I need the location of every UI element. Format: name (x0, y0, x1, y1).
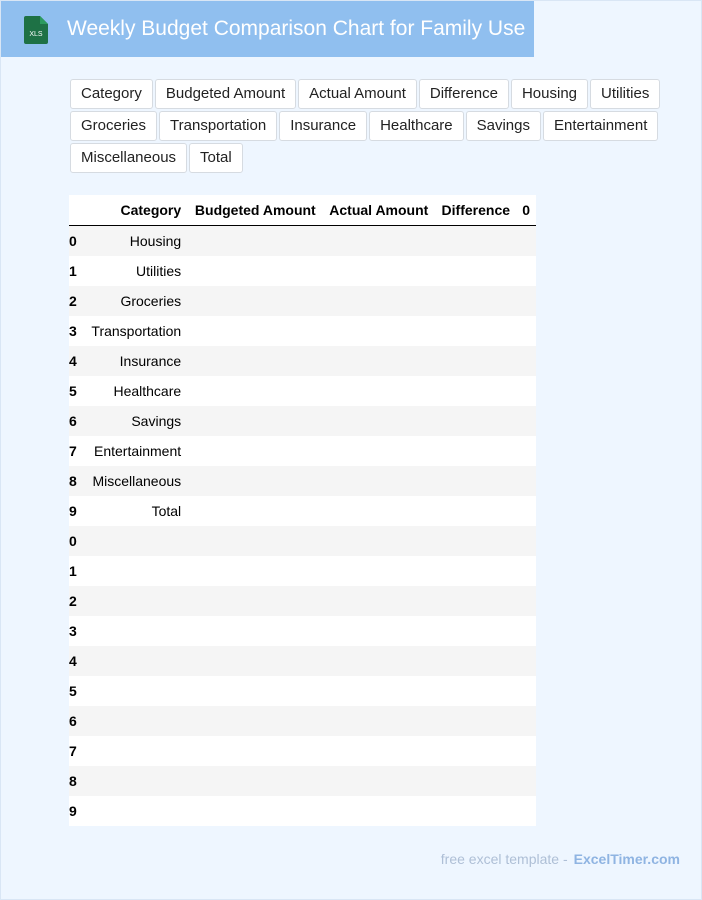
difference-cell (434, 736, 516, 766)
table-row (69, 706, 536, 736)
zero-cell (516, 766, 536, 796)
difference-cell (434, 496, 516, 526)
row-index-cell: 1 (69, 563, 77, 579)
budgeted-amount-cell (187, 616, 322, 646)
actual-amount-cell (322, 766, 435, 796)
budgeted-amount-cell (187, 796, 322, 826)
budgeted-amount-cell (187, 706, 322, 736)
row-index-cell: 1 (69, 263, 77, 279)
zero-cell (516, 646, 536, 676)
column-chip[interactable]: Entertainment (543, 111, 658, 141)
footer-text: free excel template - (440, 851, 568, 867)
budgeted-amount-cell (187, 256, 322, 286)
actual-amount-column-header: Actual Amount (322, 195, 435, 226)
actual-amount-cell (322, 406, 435, 436)
category-cell: Total (151, 503, 182, 519)
xls-icon-label: XLS (29, 31, 43, 38)
zero-cell (516, 676, 536, 706)
table-row (69, 466, 536, 496)
column-chip[interactable]: Insurance (279, 111, 367, 141)
budgeted-amount-cell (187, 736, 322, 766)
row-index-cell: 0 (69, 233, 77, 249)
budgeted-amount-cell (187, 646, 322, 676)
row-index-cell: 3 (69, 323, 77, 339)
row-index-cell: 6 (69, 413, 77, 429)
budgeted-amount-cell (187, 556, 322, 586)
budgeted-amount-cell (187, 226, 322, 257)
zero-column-header: 0 (516, 195, 536, 226)
table-row (69, 376, 536, 406)
row-index-cell: 9 (69, 503, 77, 519)
row-index-cell: 7 (69, 443, 77, 459)
table-row (69, 616, 536, 646)
budgeted-amount-cell (187, 766, 322, 796)
difference-cell (434, 676, 516, 706)
column-chip[interactable]: Category (70, 79, 153, 109)
budgeted-amount-cell (187, 376, 322, 406)
difference-cell (434, 376, 516, 406)
actual-amount-cell (322, 676, 435, 706)
actual-amount-cell (322, 346, 435, 376)
row-index-cell: 8 (69, 773, 77, 789)
category-cell: Insurance (119, 353, 182, 369)
column-chip[interactable]: Groceries (70, 111, 157, 141)
table-row (69, 586, 536, 616)
difference-cell (434, 646, 516, 676)
zero-cell (516, 436, 536, 466)
budgeted-amount-cell (187, 406, 322, 436)
difference-cell (434, 466, 516, 496)
difference-cell (434, 556, 516, 586)
zero-cell (516, 706, 536, 736)
zero-cell (516, 256, 536, 286)
actual-amount-cell (322, 466, 435, 496)
table-row (69, 766, 536, 796)
column-chip[interactable]: Budgeted Amount (155, 79, 296, 109)
actual-amount-cell (322, 226, 435, 257)
category-cell (79, 526, 187, 556)
zero-cell (516, 376, 536, 406)
column-chip[interactable]: Actual Amount (298, 79, 417, 109)
row-index-cell: 4 (69, 353, 77, 369)
page-title: Weekly Budget Comparison Chart for Family Use (67, 17, 526, 40)
actual-amount-cell (322, 496, 435, 526)
xls-file-icon (23, 15, 49, 45)
column-chip[interactable]: Savings (466, 111, 541, 141)
budgeted-amount-cell (187, 316, 322, 346)
difference-column-header: Difference (434, 195, 516, 226)
row-index-cell: 2 (69, 593, 77, 609)
table-row (69, 526, 536, 556)
row-index-cell: 2 (69, 293, 77, 309)
difference-cell (434, 766, 516, 796)
actual-amount-cell (322, 316, 435, 346)
column-chip[interactable]: Housing (511, 79, 588, 109)
category-cell: Healthcare (113, 383, 182, 399)
budgeted-amount-cell (187, 466, 322, 496)
zero-cell (516, 736, 536, 766)
category-cell: Miscellaneous (92, 473, 182, 489)
row-index-cell: 4 (69, 653, 77, 669)
difference-cell (434, 436, 516, 466)
category-cell (79, 736, 187, 766)
difference-cell (434, 226, 516, 257)
actual-amount-cell (322, 646, 435, 676)
budgeted-amount-cell (187, 526, 322, 556)
budgeted-amount-cell (187, 586, 322, 616)
zero-cell (516, 616, 536, 646)
budgeted-amount-cell (187, 286, 322, 316)
actual-amount-cell (322, 586, 435, 616)
actual-amount-cell (322, 616, 435, 646)
category-cell: Transportation (91, 323, 182, 339)
data-table (69, 195, 536, 826)
category-cell (79, 796, 187, 826)
difference-cell (434, 316, 516, 346)
actual-amount-cell (322, 736, 435, 766)
category-cell (79, 676, 187, 706)
category-cell: Savings (131, 413, 182, 429)
zero-cell (516, 316, 536, 346)
table-row (69, 406, 536, 436)
actual-amount-cell (322, 706, 435, 736)
table-row (69, 676, 536, 706)
difference-cell (434, 346, 516, 376)
zero-cell (516, 226, 536, 257)
zero-cell (516, 466, 536, 496)
category-cell (79, 706, 187, 736)
budgeted-amount-cell (187, 496, 322, 526)
table-row (69, 316, 536, 346)
row-index-cell: 5 (69, 683, 77, 699)
budgeted-amount-cell (187, 436, 322, 466)
footer-credit (441, 851, 680, 867)
index-column-header (69, 195, 79, 226)
zero-cell (516, 496, 536, 526)
budgeted-amount-column-header: Budgeted Amount (187, 195, 322, 226)
actual-amount-cell (322, 376, 435, 406)
row-index-cell: 3 (69, 623, 77, 639)
table-row (69, 496, 536, 526)
category-cell (79, 646, 187, 676)
difference-cell (434, 406, 516, 436)
zero-cell (516, 406, 536, 436)
data-table-container (69, 195, 536, 826)
column-chip[interactable]: Total (189, 143, 243, 173)
column-chip[interactable]: Miscellaneous (70, 143, 187, 173)
table-row (69, 286, 536, 316)
table-body (69, 226, 536, 827)
difference-cell (434, 616, 516, 646)
difference-cell (434, 286, 516, 316)
category-cell (79, 556, 187, 586)
column-chip[interactable]: Difference (419, 79, 509, 109)
row-index-cell: 7 (69, 743, 77, 759)
zero-cell (516, 526, 536, 556)
row-index-cell: 9 (69, 803, 77, 819)
category-cell: Groceries (120, 293, 182, 309)
budgeted-amount-cell (187, 346, 322, 376)
header-banner (1, 1, 534, 57)
table-row (69, 646, 536, 676)
actual-amount-cell (322, 256, 435, 286)
difference-cell (434, 526, 516, 556)
column-chip[interactable]: Healthcare (369, 111, 464, 141)
row-index-cell: 0 (69, 533, 77, 549)
actual-amount-cell (322, 436, 435, 466)
zero-cell (516, 286, 536, 316)
table-row (69, 436, 536, 466)
zero-cell (516, 346, 536, 376)
row-index-cell: 5 (69, 383, 77, 399)
difference-cell (434, 586, 516, 616)
row-index-cell: 6 (69, 713, 77, 729)
table-row (69, 556, 536, 586)
category-cell (79, 766, 187, 796)
zero-cell (516, 586, 536, 616)
category-cell (79, 616, 187, 646)
row-index-cell: 8 (69, 473, 77, 489)
table-row (69, 256, 536, 286)
category-cell: Entertainment (93, 443, 182, 459)
actual-amount-cell (322, 796, 435, 826)
table-header-row (69, 195, 536, 226)
category-column-header: Category (79, 195, 187, 226)
table-row (69, 226, 536, 257)
difference-cell (434, 796, 516, 826)
category-cell (79, 586, 187, 616)
actual-amount-cell (322, 526, 435, 556)
footer-brand-link[interactable]: ExcelTimer.com (573, 851, 680, 867)
table-row (69, 346, 536, 376)
column-chip-list (70, 79, 670, 173)
actual-amount-cell (322, 286, 435, 316)
zero-cell (516, 556, 536, 586)
category-cell: Utilities (136, 263, 182, 279)
actual-amount-cell (322, 556, 435, 586)
category-cell: Housing (129, 233, 182, 249)
zero-cell (516, 796, 536, 826)
column-chip[interactable]: Transportation (159, 111, 277, 141)
table-row (69, 796, 536, 826)
difference-cell (434, 256, 516, 286)
difference-cell (434, 706, 516, 736)
column-chip[interactable]: Utilities (590, 79, 660, 109)
budgeted-amount-cell (187, 676, 322, 706)
table-row (69, 736, 536, 766)
